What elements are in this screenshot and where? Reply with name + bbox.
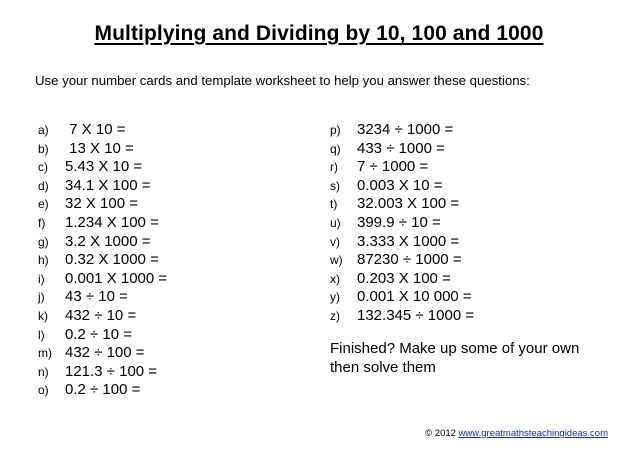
question-letter: g): [38, 234, 49, 249]
copyright-text: © 2012: [425, 428, 456, 439]
question-item: [38, 251, 167, 270]
question-item: [38, 233, 167, 252]
question-expression: 0.001 X 10 000 =: [357, 288, 472, 306]
footer-credit: [425, 428, 608, 439]
question-letter: a): [38, 123, 49, 137]
instructions-text: Use your number cards and template worksheet to help you answer these questions:: [35, 73, 530, 88]
question-expression: 7 ÷ 1000 =: [357, 158, 429, 176]
question-letter: d): [38, 178, 49, 193]
question-expression: 43 ÷ 10 =: [65, 288, 128, 306]
question-item: [330, 233, 610, 252]
question-item: [38, 344, 167, 363]
finished-prompt: Finished? Make up some of your own then solve them: [330, 339, 580, 377]
question-expression: 0.2 ÷ 100 =: [65, 381, 141, 399]
question-expression: 432 ÷ 10 =: [65, 306, 137, 324]
question-item: [330, 121, 610, 140]
question-letter: f): [38, 215, 46, 230]
questions-left-column: [38, 121, 167, 400]
question-expression: 5.43 X 10 =: [65, 158, 143, 176]
question-letter: x): [330, 271, 340, 286]
question-letter: t): [330, 197, 338, 212]
question-item: [38, 195, 167, 214]
question-item: [38, 307, 167, 326]
question-item: [38, 158, 167, 177]
question-expression: 1.234 X 100 =: [65, 213, 159, 231]
question-letter: k): [38, 308, 48, 323]
question-expression: 32.003 X 100 =: [357, 195, 460, 213]
question-letter: c): [38, 160, 48, 175]
question-letter: e): [38, 197, 49, 212]
question-expression: 7 X 10 =: [65, 121, 126, 138]
question-letter: h): [38, 253, 49, 268]
question-item: [330, 214, 610, 233]
question-item: [38, 121, 167, 140]
question-letter: o): [38, 383, 49, 398]
question-item: [330, 270, 610, 289]
question-expression: 399.9 ÷ 10 =: [357, 213, 441, 231]
question-letter: q): [330, 141, 341, 156]
question-expression: 34.1 X 100 =: [65, 176, 151, 194]
question-expression: 0.001 X 1000 =: [65, 269, 168, 287]
question-item: [330, 288, 610, 307]
question-item: [330, 307, 610, 326]
question-expression: 0.32 X 1000 =: [65, 251, 159, 269]
question-item: [38, 326, 167, 345]
question-letter: v): [330, 234, 340, 249]
question-item: [38, 177, 167, 196]
question-letter: p): [330, 123, 341, 137]
question-item: [38, 288, 167, 307]
question-letter: s): [330, 178, 340, 193]
question-expression: 3.2 X 1000 =: [65, 232, 151, 250]
question-letter: y): [330, 290, 340, 305]
question-expression: 13 X 10 =: [65, 139, 134, 157]
website-link[interactable]: www.greatmathsteachingideas.com: [458, 428, 608, 439]
question-expression: 3234 ÷ 1000 =: [357, 121, 454, 138]
question-expression: 32 X 100 =: [65, 195, 138, 213]
question-expression: 0.203 X 100 =: [357, 269, 451, 287]
question-letter: u): [330, 215, 341, 230]
question-item: [330, 251, 610, 270]
question-expression: 433 ÷ 1000 =: [357, 139, 445, 157]
question-expression: 0.003 X 10 =: [357, 176, 443, 194]
question-expression: 432 ÷ 100 =: [65, 344, 145, 362]
question-letter: z): [330, 308, 340, 323]
question-item: [38, 381, 167, 400]
question-expression: 87230 ÷ 1000 =: [357, 251, 462, 269]
question-item: [38, 214, 167, 233]
question-item: [330, 195, 610, 214]
question-item: [330, 140, 610, 159]
question-item: [38, 270, 167, 289]
question-letter: b): [38, 141, 49, 156]
question-letter: n): [38, 364, 49, 379]
question-letter: w): [330, 253, 343, 268]
worksheet-title: Multiplying and Dividing by 10, 100 and 1000: [94, 22, 544, 45]
question-item: [330, 158, 610, 177]
question-expression: 0.2 ÷ 10 =: [65, 325, 133, 343]
question-letter: i): [38, 271, 45, 286]
question-letter: m): [38, 346, 52, 361]
question-item: [38, 363, 167, 382]
question-expression: 132.345 ÷ 1000 =: [357, 306, 475, 324]
questions-right-column: [330, 121, 610, 378]
question-expression: 3.333 X 1000 =: [357, 232, 460, 250]
question-item: [330, 177, 610, 196]
question-expression: 121.3 ÷ 100 =: [65, 362, 158, 380]
question-letter: r): [330, 160, 338, 175]
question-item: [38, 140, 167, 159]
question-letter: j): [38, 290, 45, 305]
question-letter: l): [38, 327, 45, 342]
